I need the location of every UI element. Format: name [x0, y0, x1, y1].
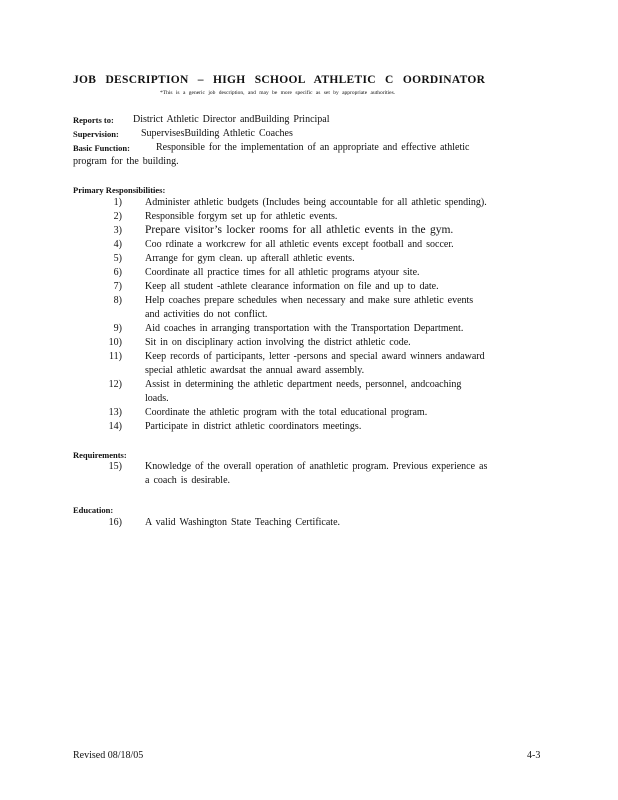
responsibility-text: Responsible forgym set up for athletic events. — [145, 211, 338, 222]
responsibility-text: Keep records of participants, letter -persons and special award winners andaward — [145, 351, 485, 362]
responsibility-number: 10) — [108, 337, 122, 348]
education-label: Education: — [73, 505, 114, 515]
generic-note: *This is a generic job description, and may be more specific as set by appropriate authorities. — [160, 90, 396, 96]
responsibility-text: Assist in determining the athletic department needs, personnel, andcoaching — [145, 379, 462, 390]
requirement-line1: Knowledge of the overall operation of anathletic program. Previous experience as — [145, 461, 488, 472]
responsibility-number: 1) — [113, 197, 122, 208]
responsibility-number: 7) — [113, 281, 122, 292]
responsibility-number: 2) — [113, 211, 122, 222]
responsibility-text: Coordinate the athletic program with the total educational program. — [145, 407, 428, 418]
responsibility-text: Coo rdinate a workcrew for all athletic events except football and soccer. — [145, 239, 454, 250]
revised-date: Revised 08/18/05 — [73, 750, 144, 761]
responsibility-text: Sit in on disciplinary action involving the district athletic code. — [145, 337, 411, 348]
education-line1: A valid Washington State Teaching Certificate. — [145, 517, 341, 528]
responsibility-number: 3) — [113, 225, 122, 236]
responsibility-text: Arrange for gym clean. up afterall athletic events. — [145, 253, 355, 264]
responsibility-number: 8) — [113, 295, 122, 306]
responsibility-number: 6) — [113, 267, 122, 278]
supervision-value: SupervisesBuilding Athletic Coaches — [141, 128, 293, 139]
responsibility-text: Keep all student -athlete clearance information on file and up to date. — [145, 281, 439, 292]
reports-to-label: Reports to: — [73, 115, 114, 125]
responsibility-text: Aid coaches in arranging transportation with the Transportation Department. — [145, 323, 464, 334]
primary-responsibilities-label: Primary Responsibilities: — [73, 185, 166, 195]
responsibility-text: loads. — [145, 393, 169, 404]
responsibility-number: 11) — [109, 351, 122, 362]
responsibility-number: 14) — [108, 421, 122, 432]
basic-function-label: Basic Function: — [73, 143, 130, 153]
reports-to-value: District Athletic Director andBuilding Principal — [133, 114, 330, 125]
responsibility-text: Help coaches prepare schedules when necessary and make sure athletic events — [145, 295, 474, 306]
responsibility-number: 5) — [113, 253, 122, 264]
supervision-label: Supervision: — [73, 129, 119, 139]
responsibility-text: Coordinate all practice times for all athletic programs atyour site. — [145, 267, 420, 278]
responsibility-number: 13) — [108, 407, 122, 418]
page-number: 4-3 — [527, 750, 541, 761]
requirement-line2: a coach is desirable. — [145, 475, 231, 486]
responsibility-text: and activities do not conflict. — [145, 309, 268, 320]
responsibility-text: Administer athletic budgets (Includes being accountable for all athletic spending). — [145, 197, 487, 208]
page-title: JOB DESCRIPTION – HIGH SCHOOL ATHLETIC C OORDINATOR — [73, 74, 486, 86]
responsibility-number: 4) — [113, 239, 122, 250]
requirements-label: Requirements: — [73, 450, 127, 460]
basic-function-line2: program for the building. — [73, 156, 179, 167]
responsibility-number: 12) — [108, 379, 122, 390]
responsibility-number: 9) — [113, 323, 122, 334]
basic-function-line1: Responsible for the implementation of an appropriate and effective athletic — [156, 142, 470, 153]
responsibility-text: special athletic awardsat the annual award assembly. — [145, 365, 365, 376]
responsibility-text: Prepare visitor’s locker rooms for all athletic events in the gym. — [145, 224, 454, 236]
responsibility-text: Participate in district athletic coordinators meetings. — [145, 421, 362, 432]
education-number: 16) — [108, 517, 122, 528]
requirement-number: 15) — [108, 461, 122, 472]
